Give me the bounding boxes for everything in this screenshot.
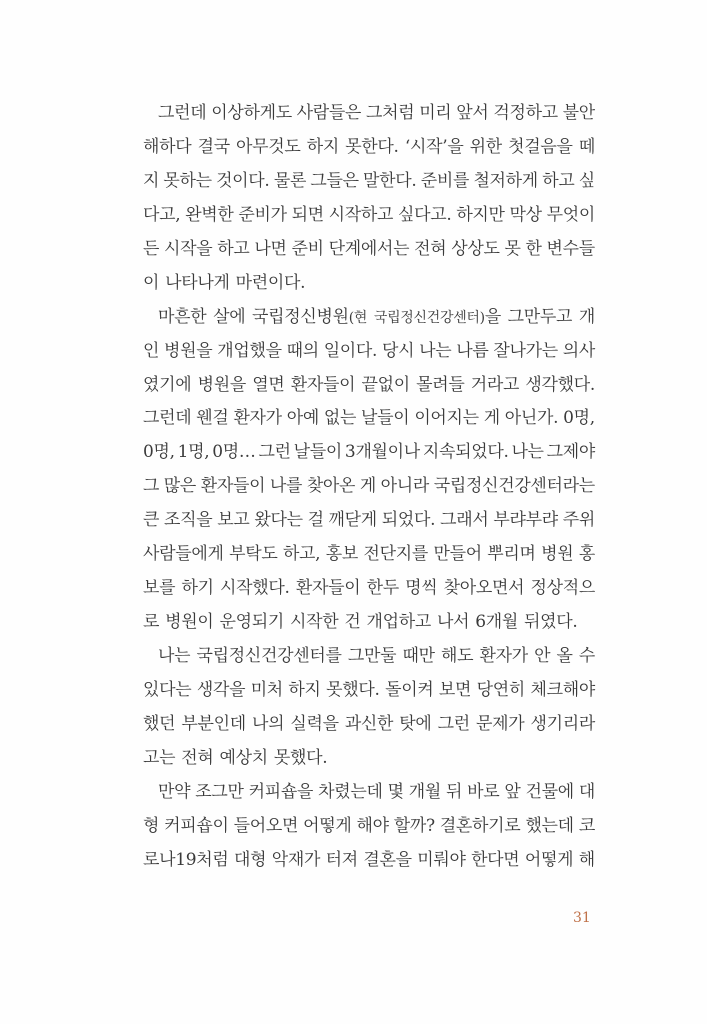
word: 그처럼 (365, 103, 415, 123)
word: 0명, (143, 442, 175, 463)
word: 예상치 (219, 747, 268, 768)
word: 싶다고. (398, 204, 452, 225)
word: 돌이켜 (385, 679, 434, 700)
word: 병원을 (163, 340, 213, 361)
word: 병원 (541, 544, 574, 565)
word: 인 (143, 340, 160, 361)
word: 그래서 (440, 510, 489, 531)
paragraph-2 (143, 301, 595, 640)
word: 뒤였다. (524, 612, 578, 633)
word: 운영되기 (219, 612, 284, 633)
word: 해야 (356, 815, 389, 836)
word: 들어오면 (233, 815, 299, 836)
word: 지 (143, 170, 160, 191)
word: 하고 (542, 170, 575, 191)
word: 부랴부랴 (493, 510, 558, 531)
word: 살에 (213, 306, 246, 327)
word: 되면 (291, 204, 324, 225)
word: 뿌리며 (487, 544, 536, 565)
word: 나는 (158, 646, 191, 666)
word: 시작한 (290, 612, 339, 633)
text-line (143, 402, 595, 436)
text-line (143, 606, 595, 640)
text-line (143, 640, 595, 674)
word: 생각했다. (525, 374, 595, 395)
word: 하지만 (456, 204, 505, 225)
word: 명씩 (405, 578, 438, 599)
word: 준비를 (420, 170, 470, 191)
text-line (143, 301, 595, 335)
word: 대형 (234, 849, 267, 870)
text-line (143, 708, 595, 742)
word: 해하다 (143, 136, 192, 157)
word: 못한다. (345, 136, 399, 157)
text-line (143, 470, 595, 504)
text-line (143, 436, 595, 470)
word: 있다는 (143, 679, 192, 700)
word: 상상도 (451, 238, 500, 259)
word: 조직을 (163, 510, 213, 531)
word: 철저하게 (473, 170, 538, 191)
word: 단계에서는 (328, 238, 410, 259)
word: 시작하고 (328, 204, 394, 225)
word: 결혼하기로 (439, 815, 521, 836)
word: 많은 (163, 476, 197, 497)
word: 이상하게도 (211, 103, 292, 123)
word: 부분인데 (181, 713, 246, 734)
word: 게 (359, 476, 376, 497)
word: 국립정신병원(현 (252, 306, 368, 327)
word: 그런 (437, 713, 470, 734)
word: 그런데 (143, 408, 192, 429)
word: 시작을 (164, 238, 213, 259)
word: 잘나가는 (493, 340, 558, 361)
word: 없는 (323, 408, 357, 429)
word: 미처 (250, 679, 283, 700)
word: 그만두고 (507, 306, 573, 327)
word: 나면 (254, 238, 287, 259)
word: 나서 (437, 612, 470, 633)
text-line (143, 674, 595, 708)
word: 바로 (467, 781, 500, 802)
word: 국립정신건강센터라는 (433, 476, 595, 497)
word: 체크해야 (530, 679, 595, 700)
word: 국립정신건강센터를 (196, 646, 342, 666)
text-line (143, 233, 595, 267)
word: 결혼을 (363, 849, 412, 870)
text-line (143, 504, 595, 538)
text-line (143, 776, 595, 810)
text-line (143, 97, 595, 131)
paragraph-3 (143, 640, 595, 776)
word: 나는 (511, 442, 544, 463)
word: 커피숍을 (248, 781, 314, 802)
word: 한다면 (471, 849, 520, 870)
word: 나의 (251, 713, 285, 734)
word: 나타나게 (165, 272, 230, 293)
word: 생각을 (196, 679, 246, 700)
word: 나를 (269, 476, 303, 497)
word: 날들이 (361, 408, 410, 429)
word: 고는 (143, 747, 176, 768)
text-line (143, 742, 595, 776)
word: 였기에 (143, 374, 192, 395)
word: 환자들이 (290, 374, 356, 395)
word: 나는 (419, 340, 452, 361)
word: 건 (344, 612, 361, 633)
word: 찾아오면서 (443, 578, 525, 599)
paragraph-4 (143, 776, 595, 878)
word: 한 (525, 238, 542, 259)
word: 완벽한 (185, 204, 234, 225)
text-line (143, 199, 595, 233)
word: 개월 (408, 781, 441, 802)
word: 의사 (562, 340, 595, 361)
word: 하지 (288, 679, 321, 700)
text-line (143, 572, 595, 606)
word: 수 (578, 646, 595, 666)
word: 왔다는 (254, 510, 303, 531)
word: 개업하고 (366, 612, 431, 633)
word: 생기리라 (530, 713, 595, 734)
word: 1명, (177, 442, 210, 463)
word: 환자들이 (295, 578, 361, 599)
word: 걸 (307, 510, 324, 531)
word: 보를 (143, 578, 176, 599)
word: 부탁도 (229, 544, 278, 565)
word: 게 (483, 408, 500, 429)
word: 미뤄야 (417, 849, 466, 870)
word: 전혀 (181, 747, 214, 768)
word: 사람들에게 (143, 544, 224, 565)
text-line (143, 131, 595, 165)
word: 했는데 (525, 815, 574, 836)
text-line (143, 335, 595, 369)
word: 못하는 (163, 170, 212, 191)
word: 대 (578, 781, 595, 802)
word: 한두 (366, 578, 399, 599)
word: 첫걸음을 (508, 136, 573, 157)
word: 웬걸 (196, 408, 229, 429)
word: 못했다. (326, 679, 380, 700)
word: 사람들은 (296, 103, 362, 123)
word: 불안 (562, 103, 595, 123)
word: 코 (578, 815, 595, 836)
word: 준비가 (238, 204, 287, 225)
word: 거라고 (470, 374, 520, 395)
word: 몰려들 (416, 374, 465, 395)
text-line (143, 538, 595, 572)
text-line (143, 369, 595, 403)
word: 마련이다. (235, 272, 306, 293)
word: 주위 (562, 510, 595, 531)
word: 아예 (286, 408, 319, 429)
word: 열면 (252, 374, 285, 395)
word: 3개월이나 (344, 442, 420, 463)
word: 해도 (440, 646, 474, 666)
word: 형 (143, 815, 160, 836)
word: 정상적으 (530, 578, 595, 599)
word: 실력을 (290, 713, 339, 734)
word: 만약 (158, 781, 191, 802)
word: 만들어 (433, 544, 482, 565)
body-text (143, 97, 595, 878)
word: 차렸는데 (318, 781, 383, 802)
word: 안 (534, 646, 551, 666)
word: 하지 (306, 136, 339, 157)
word: 떼 (578, 136, 595, 157)
word: 무엇이 (546, 204, 595, 225)
word: 당시 (382, 340, 415, 361)
word: 개업했을 (217, 340, 282, 361)
word: 병원을 (197, 374, 246, 395)
word: 탓에 (399, 713, 432, 734)
word: 그제야 (546, 442, 595, 463)
word: 앞서 (456, 103, 489, 123)
word: 그 (143, 476, 160, 497)
word: 홍보 (325, 544, 359, 565)
word: 아닌가. (504, 408, 559, 429)
word: 올 (556, 646, 573, 666)
word: 막상 (509, 204, 542, 225)
word: 그런데 (158, 103, 207, 123)
word: 0명… (212, 442, 256, 463)
word: 전혀 (414, 238, 447, 259)
word: 미리 (419, 103, 452, 123)
word: 못 (504, 238, 521, 259)
word: 마흔한 (158, 306, 207, 327)
word: 어떻게 (303, 815, 352, 836)
word: 변수들 (546, 238, 595, 259)
word: 환자가 (233, 408, 282, 429)
word: 아니라 (380, 476, 430, 497)
word: 때의 (286, 340, 319, 361)
word: 말한다. (363, 170, 417, 191)
text-line (143, 267, 595, 301)
word: 보고 (217, 510, 250, 531)
word: 나름 (456, 340, 489, 361)
word: 준비 (291, 238, 324, 259)
word: 그만둘 (347, 646, 397, 666)
word: 로 (143, 612, 160, 633)
word: 든 (143, 238, 160, 259)
word: 국립정신건강센터)을 (373, 306, 501, 327)
word: 싶 (578, 170, 595, 191)
word: 홍 (578, 544, 595, 565)
word: 조그만 (195, 781, 244, 802)
word: 일이다. (323, 340, 378, 361)
word: 뒤 (446, 781, 463, 802)
word: 과신한 (344, 713, 394, 734)
word: ‘시작’을 (404, 136, 464, 157)
word: 되었다. (381, 510, 436, 531)
word: 환자가 (479, 646, 528, 666)
word: 날들이 (293, 442, 343, 463)
page-number: 31 (573, 910, 591, 926)
word: 당연히 (476, 679, 526, 700)
word: 앞 (504, 781, 521, 802)
word: 환자들이 (200, 476, 266, 497)
word: 0명, (563, 408, 595, 429)
word: 것이다. (216, 170, 270, 191)
word: 아무것도 (236, 136, 301, 157)
word: 6개월 (475, 612, 519, 633)
word: 결국 (197, 136, 230, 157)
word: 지속되었다. (422, 442, 509, 463)
word: 몇 (387, 781, 404, 802)
word: 하기 (181, 578, 214, 599)
word: 보면 (438, 679, 472, 700)
paragraph-1 (143, 97, 595, 301)
word: 터져 (325, 849, 358, 870)
word: 했던 (143, 713, 176, 734)
word: 깨닫게 (328, 510, 377, 531)
word: 이어지는 (414, 408, 479, 429)
word: 하고, (282, 544, 321, 565)
word: 악재가 (271, 849, 321, 870)
word: 찾아온 (306, 476, 356, 497)
word: 하고 (217, 238, 250, 259)
word: 큰 (143, 510, 160, 531)
word: 시작했다. (220, 578, 290, 599)
word: 끝없이 (361, 374, 410, 395)
word: 위한 (469, 136, 502, 157)
text-line (143, 844, 595, 878)
word: 커피숍이 (164, 815, 229, 836)
word: 물론 (273, 170, 307, 191)
text-line (143, 810, 595, 844)
text-line (143, 165, 595, 199)
word: 건물에 (525, 781, 574, 802)
word: 걱정하고 (493, 103, 558, 123)
word: 못했다. (273, 747, 328, 768)
word: 개 (578, 306, 595, 327)
word: 그들은 (310, 170, 359, 191)
word: 때만 (402, 646, 435, 666)
word: 병원이 (165, 612, 214, 633)
word: 어떻게 (524, 849, 574, 870)
word: 다고, (143, 204, 181, 225)
word: 그런 (258, 442, 291, 463)
word: 문제가 (476, 713, 525, 734)
word: 해 (578, 849, 595, 870)
word: 전단지를 (363, 544, 428, 565)
word: 할까? (393, 815, 435, 836)
word: 로나19처럼 (143, 849, 229, 870)
word: 이 (143, 272, 160, 293)
